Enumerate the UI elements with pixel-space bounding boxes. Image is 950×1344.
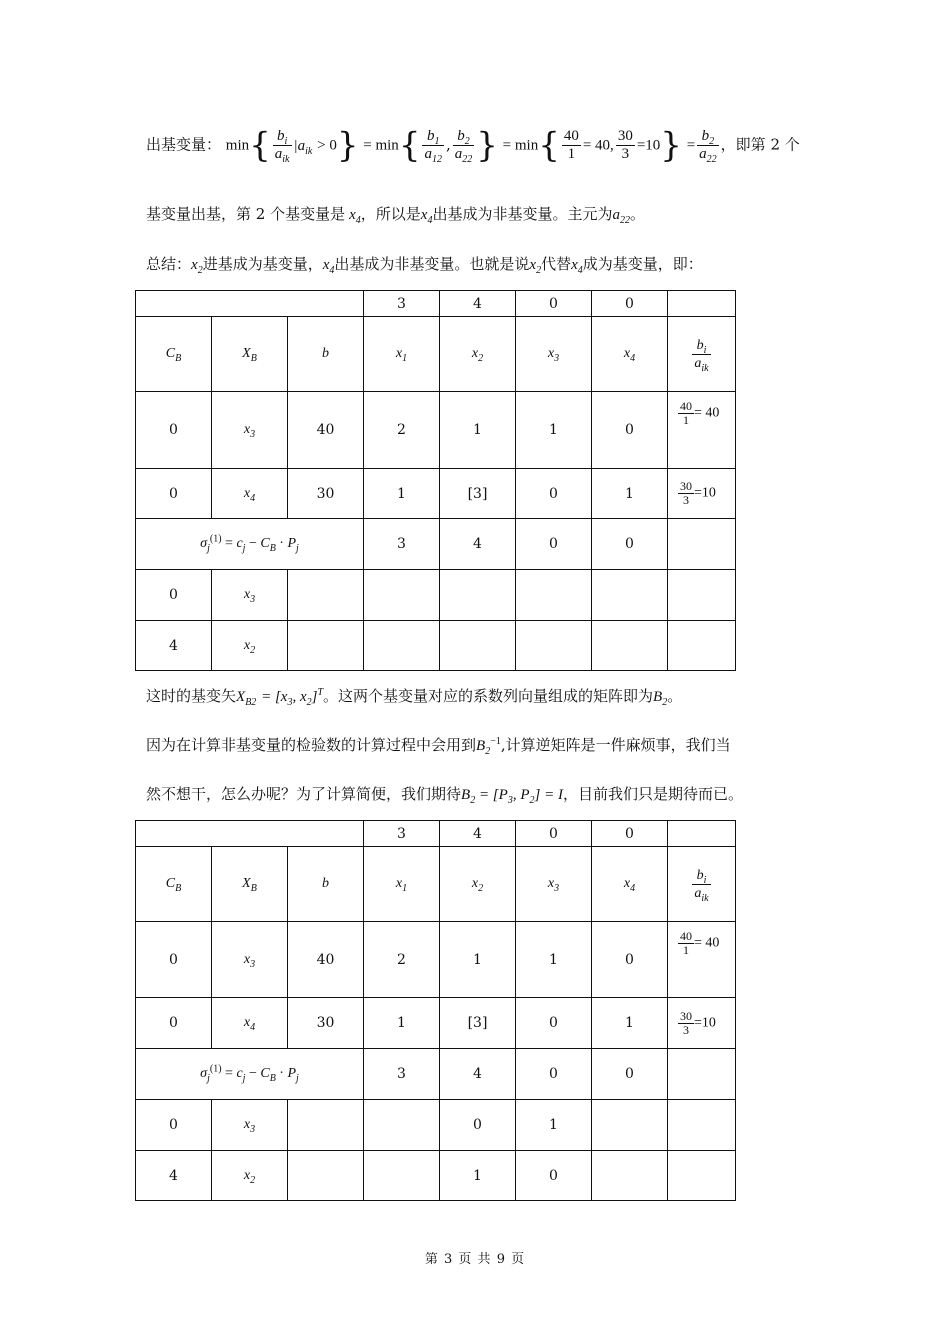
table-row: 0 $x_4$ 30 1 [3] 0 1 $\frac{30}{3}$ =10: [136, 998, 736, 1049]
min-operator-3: = min: [502, 137, 539, 154]
ratio-fraction: $\frac{b_i}{a_{ik}}$: [274, 128, 290, 165]
cj-row: 3 4 0 0: [136, 821, 736, 847]
min-operator: min: [225, 137, 250, 154]
table-row: 0 $x_4$ 30 1 [3] 0 1 $\frac{30}{3}$ =10: [136, 469, 736, 519]
page-footer: 第 3 页 共 9 页: [424, 1252, 526, 1267]
min-operator-2: = min: [363, 137, 399, 154]
simplex-table-2: [135, 820, 736, 1201]
header-row: $C_B$ $X_B$ b $x_1$ $x_2$ $x_3$ $x_4$ $\frac{b_i}{a_{ik}}$: [136, 317, 736, 392]
table-row: 0 $x_3$: [136, 570, 736, 621]
sigma-row: $\sigma_j^{(1)} = c_j - C_B \cdot P_j$ 3 4 0 0: [136, 1049, 736, 1100]
cj-row: 3 4 0 0: [136, 291, 736, 317]
exit-variable-formula: 出基变量： min{ $\frac{b_i}{a_{ik}}$ $|a_{ik} > 0\} = \min${ $\frac{b_1}{a_{12}}$ , $\frac{b_2}{a_{22}}$ } = min{ $\frac{40}{1}$ = 40, $\frac{30}{3}$ =10} = $\frac{b_2}{a_{22}}$ ，即第 2 个: [146, 125, 800, 166]
table-row: 4 $x_2$: [136, 621, 736, 671]
table-row: 0 $x_3$ 40 2 1 1 0 $\frac{40}{1}$ = 40: [136, 392, 736, 469]
paragraph-basis-vector: 这时的基变矢$X_{B2} = [x_3$, $x_2]^T$。这两个基变量对应的系数列向量组成的矩阵即为$B_2$。: [146, 687, 683, 708]
paragraph-inverse: 因为在计算非基变量的检验数的计算过程中会用到$B_2^{-1}$,计算逆矩阵是一件麻烦事，我们当: [146, 736, 731, 757]
simplex-table-1: [135, 290, 736, 671]
table-row: 0 $x_3$ 0 1: [136, 1100, 736, 1151]
paragraph-exit-explanation: 基变量出基，第 2 个基变量是 $x_4$，所以是$x_4$出基成为非基变量。主元为$a_{22}$。: [146, 205, 645, 226]
exit-variable-suffix: ，即第 2 个: [720, 135, 800, 154]
exit-variable-label: 出基变量：: [146, 135, 222, 154]
header-row: $C_B$ $X_B$ b $x_1$ $x_2$ $x_3$ $x_4$ $\frac{b_i}{a_{ik}}$: [136, 847, 736, 922]
paragraph-identity: 然不想干，怎么办呢？为了计算简便，我们期待$B_2 = [P_3$, $P_2] = I$，目前我们只是期待而已。: [146, 785, 743, 806]
paragraph-summary: 总结：$x_2$进基成为基变量，$x_4$出基成为非基变量。也就是说$x_2$代替$x_4$成为基变量，即：: [146, 255, 703, 276]
sigma-row: $\sigma_j^{(1)} = c_j - C_B \cdot P_j$ 3 4 0 0: [136, 519, 736, 570]
table-row: 0 $x_3$ 40 2 1 1 0 $\frac{40}{1}$ = 40: [136, 922, 736, 998]
table-row: 4 $x_2$ 1 0: [136, 1151, 736, 1201]
